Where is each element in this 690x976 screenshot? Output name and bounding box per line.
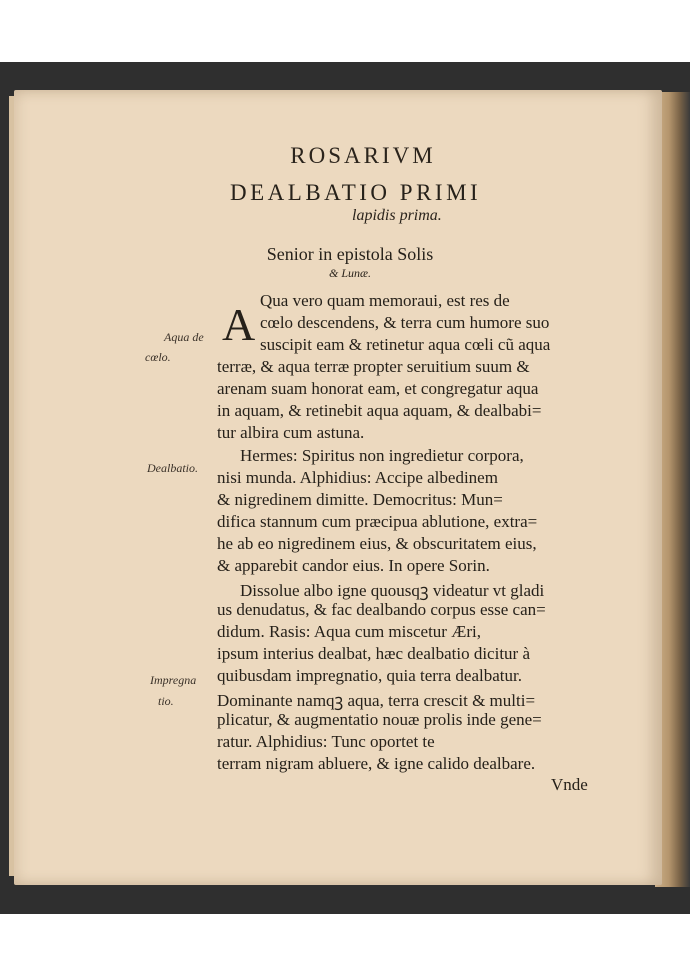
running-head [0,143,690,169]
margin-note: Aqua de [164,330,204,344]
text-line: Dissolue albo igne quousqꝫ videatur vt gladi [240,581,545,600]
source-heading: Senior in epistola Solis [266,244,434,264]
margin-note: Impregna [150,673,197,687]
catchword: Vnde [551,775,588,794]
text-line: plicatur, & augmentatio nouæ prolis inde gene= [217,710,542,729]
drop-cap: A [222,299,256,350]
text-line: Hermes: Spiritus non ingredietur corpora, [240,446,524,465]
margin-note: Dealbatio. [147,461,198,475]
margin-note: cœlo. [145,350,171,364]
chapter-subtitle: lapidis prima. [352,207,442,224]
text-line: in aquam, & retinebit aqua aquam, & dealbabi= [217,401,542,420]
running-head-text: ROSARIVM [290,143,436,168]
text-line: cœlo descendens, & terra cum humore suo [260,313,550,332]
text-line: difica stannum cum præcipua ablutione, extra= [217,512,538,531]
text-line: Dominante namqꝫ aqua, terra crescit & multi= [217,691,536,710]
text-line: ratur. Alphidius: Tunc oportet te [217,732,435,751]
text-line: & apparebit candor eius. In opere Sorin. [217,556,490,575]
chapter-title: DEALBATIO PRIMI [230,180,482,205]
text-line: us denudatus, & fac dealbando corpus esse can= [217,600,546,619]
text-line: nisi munda. Alphidius: Accipe albedinem [217,468,498,487]
text-line: terræ, & aqua terræ propter seruitium suum & [217,357,530,376]
text-line: didum. Rasis: Aqua cum miscetur Æri, [217,622,481,641]
margin-note: tio. [158,694,174,708]
text-line: ipsum interius dealbat, hæc dealbatio dicitur à [217,644,530,663]
text-line: suscipit eam & retinetur aqua cœli cũ aqua [260,335,551,354]
text-line: he ab eo nigredinem eius, & obscuritatem eius, [217,534,537,553]
text-line: Qua vero quam memoraui, est res de [260,291,510,310]
text-line: arenam suam honorat eam, et congregatur aqua [217,379,539,398]
text-line: tur albira cum astuna. [217,423,365,442]
source-heading-2: & Lunæ. [328,266,371,280]
text-line: quibusdam impregnatio, quia terra dealbatur. [217,666,522,685]
text-line: terram nigram abluere, & igne calido dealbare. [217,754,536,773]
text-line: & nigredinem dimitte. Democritus: Mun= [217,490,503,509]
